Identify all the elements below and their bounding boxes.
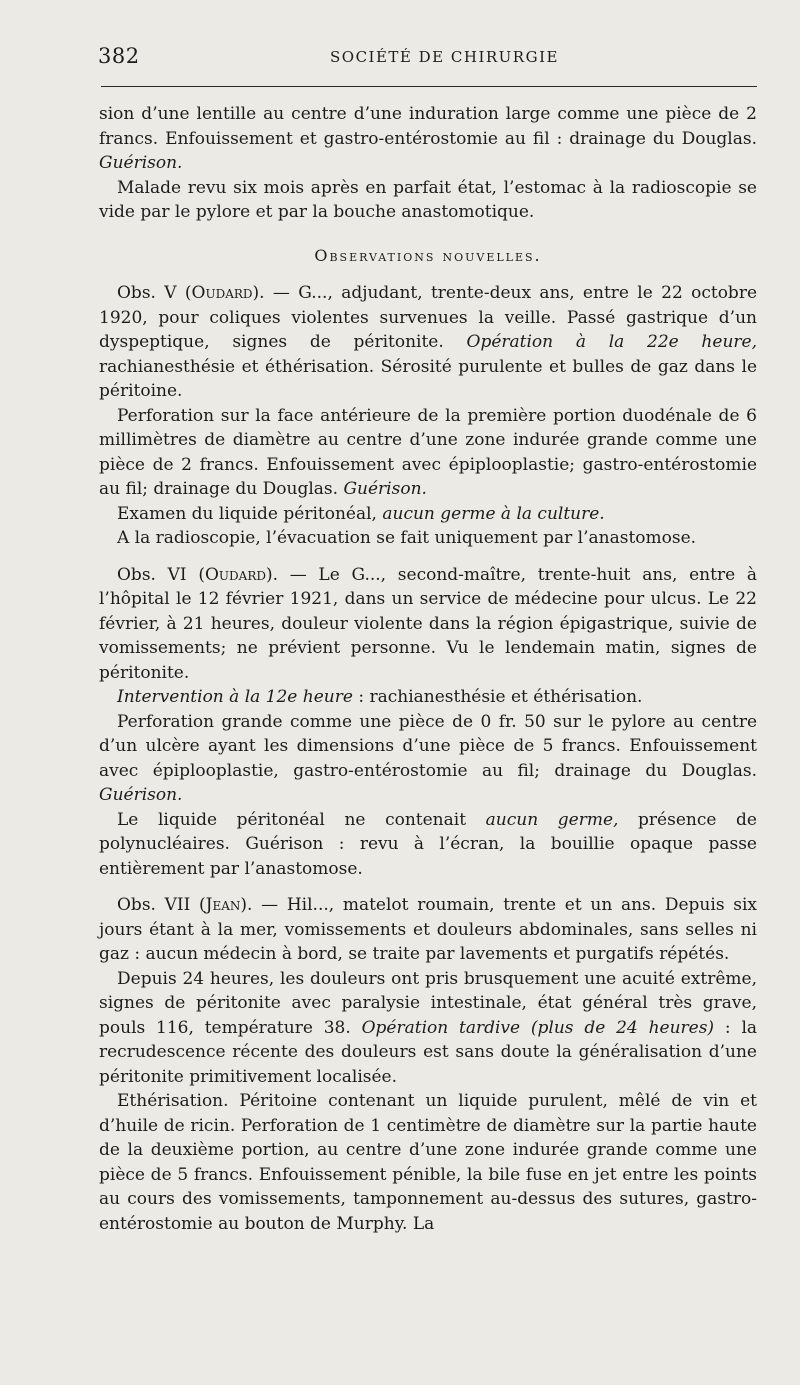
obs5-paragraph-4: A la radioscopie, l’évacuation se fait uniquement par l’anastomose.	[117, 528, 697, 548]
obs7-paragraph-2: Depuis 24 heures, les douleurs ont pris brusquement une acuité extrême, signes de péritonite avec paralysie intestinale, état général très grave, pouls 116, température 38. Opération tardive (plus de 24 heures) : la recrudescence récente des douleurs est sans doute la généralisation d’une péritonite primitivement localisée.	[99, 968, 758, 1087]
running-title: SOCIÉTÉ DE CHIRURGIE	[330, 48, 559, 66]
obs7-paragraph-3: Ethérisation. Péritoine contenant un liquide purulent, mêlé de vin et d’huile de ricin. Perforation de 1 centimètre de diamètre sur la partie haute de la deuxième portion, au centre d’une zone indurée grande comme une pièce de 5 francs. Enfouissement pénible, la bile fuse en jet entre les points au cours des vomissements, tamponnement au-dessus des sutures, gastro-entérostomie au bouton de Murphy. La	[99, 1091, 757, 1234]
obs7-paragraph-1: Obs. VII (Jean). — Hil..., matelot roumain, trente et un ans. Depuis six jours étant à la mer, vomissements et douleurs abdominales, sans selles ni gaz : aucun médecin à bord, se traite par lavements et purgatifs répétés.	[99, 895, 757, 964]
intro-paragraph-2: Malade revu six mois après en parfait état, l’estomac à la radioscopie se vide par le pylore et par la bouche anastomotique.	[99, 177, 757, 222]
header-rule	[101, 86, 757, 87]
intro-paragraph: sion d’une lentille au centre d’une induration large comme une pièce de 2 francs. Enfouissement et gastro-entérostomie au fil : drainage du Douglas. Guérison.	[99, 104, 757, 173]
obs5-paragraph-3: Examen du liquide péritonéal, aucun germe à la culture.	[117, 503, 605, 524]
obs5-paragraph-1: Obs. V (Oudard). — G..., adjudant, trente-deux ans, entre le 22 octobre 1920, pour coliques violentes survenues la veille. Passé gastrique d’un dyspeptique, signes de péritonite. Opération à la 22e heure, rachianesthésie et éthérisation. Sérosité purulente et bulles de gaz dans le péritoine.	[99, 283, 758, 401]
body-text	[99, 102, 757, 1236]
obs6-paragraph-4: Le liquide péritonéal ne contenait aucun germe, présence de polynucléaires. Guérison : revu à l’écran, la bouillie opaque passe entièrement par l’anastomose.	[99, 809, 757, 879]
obs5-paragraph-2: Perforation sur la face antérieure de la première portion duodénale de 6 millimètres de diamètre au centre d’une zone indurée grande comme une pièce de 2 francs. Enfouissement avec épiplooplastie; gastro-entérostomie au fil; drainage du Douglas. Guérison.	[99, 405, 757, 499]
section-title: Observations nouvelles.	[314, 245, 542, 265]
obs6-paragraph-1: Obs. VI (Oudard). — Le G..., second-maître, trente-huit ans, entre à l’hôpital le 12 février 1921, dans un service de médecine pour ulcus. Le 22 février, à 21 heures, douleur violente dans la région épigastrique, suivie de vomissements; ne prévient personne. Vu le lendemain matin, signes de péritonite.	[99, 564, 757, 683]
obs6-paragraph-2: Intervention à la 12e heure : rachianesthésie et éthérisation.	[117, 687, 643, 707]
obs6-paragraph-3: Perforation grande comme une pièce de 0 fr. 50 sur le pylore au centre d’un ulcère ayant les dimensions d’une pièce de 5 francs. Enfouissement avec épiplooplastie, gastro-entérostomie au fil; drainage du Douglas. Guérison.	[99, 711, 757, 805]
obs5-author: Oudard	[191, 283, 253, 303]
obs6-author: Oudard	[204, 564, 266, 585]
page-number: 382	[98, 44, 140, 68]
obs7-author: Jean	[205, 895, 241, 915]
page-header	[98, 44, 756, 72]
